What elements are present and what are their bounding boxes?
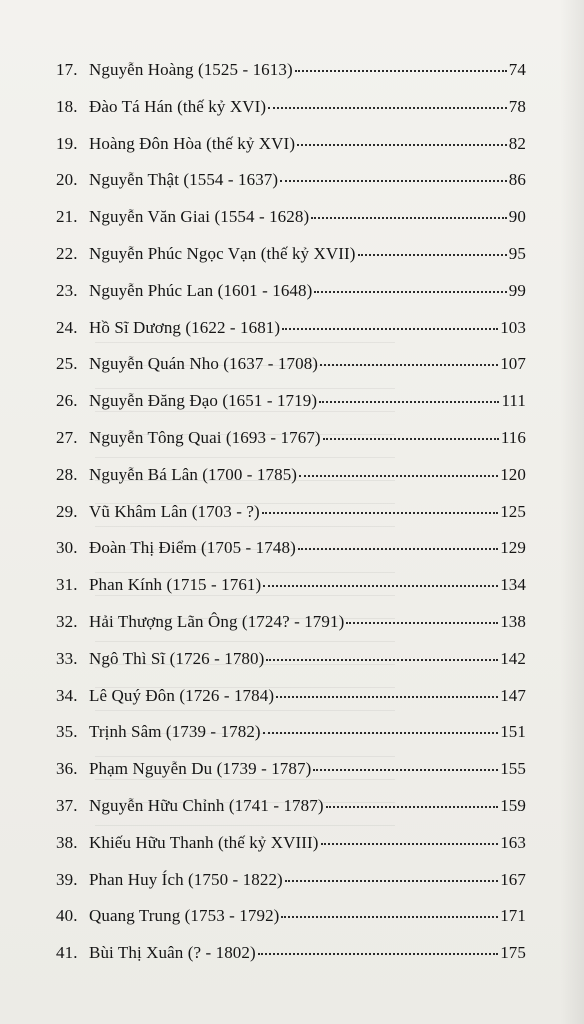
toc-entry-number: 27. xyxy=(56,427,78,447)
dot-leader xyxy=(314,291,506,293)
toc-entry-page: 90 xyxy=(508,207,526,227)
dot-leader xyxy=(263,585,498,587)
toc-entry-title: Nguyễn Thật (1554 - 1637) xyxy=(89,170,279,190)
toc-entry-number: 19. xyxy=(56,133,78,153)
dot-leader xyxy=(358,254,507,256)
toc-entry xyxy=(56,870,526,907)
toc-entry-number: 21. xyxy=(56,207,78,227)
toc-entry-page: 163 xyxy=(500,832,526,852)
toc-entry-page: 175 xyxy=(500,943,526,963)
dot-leader xyxy=(323,438,499,440)
toc-entry-page: 78 xyxy=(508,96,526,116)
toc-entry-title: Nguyễn Tông Quai (1693 - 1767) xyxy=(89,427,321,447)
toc-entry-number: 28. xyxy=(56,464,78,484)
toc-entry xyxy=(56,722,526,759)
toc-entry-number: 25. xyxy=(56,354,78,374)
toc-entry-number: 34. xyxy=(56,685,78,705)
toc-entry-title: Đoàn Thị Điểm (1705 - 1748) xyxy=(89,538,296,558)
toc-entry-number: 41. xyxy=(56,943,78,963)
toc-entry-number: 35. xyxy=(56,722,78,742)
toc-entry-page: 95 xyxy=(508,243,526,263)
toc-entry-page: 167 xyxy=(500,869,526,889)
page-edge-shadow xyxy=(560,0,584,1024)
toc-entry-title: Nguyễn Đăng Đạo (1651 - 1719) xyxy=(89,391,318,411)
toc-entry-title: Nguyễn Hữu Chỉnh (1741 - 1787) xyxy=(89,795,324,815)
toc-entry-number: 17. xyxy=(56,60,78,79)
toc-entry-page: 116 xyxy=(500,427,526,447)
toc-entry-page: 151 xyxy=(500,722,526,742)
toc-entry-page: 138 xyxy=(500,611,526,631)
dot-leader xyxy=(266,659,498,661)
toc-entry-number: 22. xyxy=(56,243,78,263)
toc-entry-title: Hồ Sĩ Dương (1622 - 1681) xyxy=(89,317,281,337)
toc-entry-title: Nguyễn Phúc Lan (1601 - 1648) xyxy=(89,280,313,300)
toc-entry xyxy=(56,60,526,97)
toc-entry-title: Nguyễn Hoàng (1525 - 1613) xyxy=(89,60,293,79)
toc-entry-title: Nguyễn Văn Giai (1554 - 1628) xyxy=(89,207,310,227)
toc-entry xyxy=(56,354,526,391)
toc-entry-title: Phạm Nguyễn Du (1739 - 1787) xyxy=(89,759,312,779)
toc-entry xyxy=(56,686,526,723)
toc-entry-page: 155 xyxy=(500,759,526,779)
dot-leader xyxy=(321,843,499,845)
toc-entry-title: Quang Trung (1753 - 1792) xyxy=(89,906,280,926)
dot-leader xyxy=(346,622,498,624)
dot-leader xyxy=(285,880,498,882)
toc-entry-number: 33. xyxy=(56,648,78,668)
toc-entry-title: Nguyễn Phúc Ngọc Vạn (thế kỷ XVII) xyxy=(89,243,356,263)
dot-leader xyxy=(280,180,507,182)
toc-entry-page: 159 xyxy=(500,795,526,815)
toc-entry-number: 32. xyxy=(56,611,78,631)
toc-entry-page: 142 xyxy=(500,648,526,668)
toc-entry-page: 82 xyxy=(508,133,526,153)
toc-entry-page: 171 xyxy=(500,906,526,926)
dot-leader xyxy=(263,732,499,734)
toc-entry-page: 107 xyxy=(500,354,526,374)
toc-entry xyxy=(56,391,526,428)
toc-entry-title: Nguyễn Quán Nho (1637 - 1708) xyxy=(89,354,319,374)
dot-leader xyxy=(320,364,498,366)
toc-entry-number: 18. xyxy=(56,96,78,116)
toc-entry-number: 37. xyxy=(56,795,78,815)
toc-entry-title: Lê Quý Đôn (1726 - 1784) xyxy=(89,685,275,705)
toc-entry-page: 99 xyxy=(508,280,526,300)
toc-entry xyxy=(56,428,526,465)
toc-entry-page: 111 xyxy=(501,391,526,411)
toc-entry-number: 23. xyxy=(56,280,78,300)
dot-leader xyxy=(313,769,498,771)
dot-leader xyxy=(268,107,507,109)
dot-leader xyxy=(258,953,498,955)
dot-leader xyxy=(276,696,498,698)
toc-entry-page: 147 xyxy=(500,685,526,705)
dot-leader xyxy=(295,70,507,72)
dot-leader xyxy=(262,512,498,514)
toc-entry xyxy=(56,833,526,870)
toc-entry-title: Khiếu Hữu Thanh (thế kỷ XVIII) xyxy=(89,832,319,852)
toc-entry-number: 39. xyxy=(56,869,78,889)
toc-entry-number: 30. xyxy=(56,538,78,558)
dot-leader xyxy=(281,916,498,918)
toc-entry xyxy=(56,207,526,244)
dot-leader xyxy=(298,548,498,550)
toc-entry xyxy=(56,465,526,502)
toc-entry xyxy=(56,906,526,943)
toc-entry-number: 31. xyxy=(56,575,78,595)
dot-leader xyxy=(299,475,498,477)
dot-leader xyxy=(326,806,499,808)
toc-entry-number: 38. xyxy=(56,832,78,852)
toc-entry xyxy=(56,97,526,134)
toc-entry-number: 36. xyxy=(56,759,78,779)
toc-entry-title: Phan Kính (1715 - 1761) xyxy=(89,575,262,595)
toc-entry xyxy=(56,318,526,355)
toc-entry-page: 120 xyxy=(500,464,526,484)
toc-entry-page: 129 xyxy=(500,538,526,558)
toc-entry-title: Phan Huy Ích (1750 - 1822) xyxy=(89,869,283,889)
toc-entry-page: 74 xyxy=(508,60,526,79)
dot-leader xyxy=(319,401,499,403)
toc-entry-number: 40. xyxy=(56,906,78,926)
dot-leader xyxy=(282,328,498,330)
toc-entry-number: 20. xyxy=(56,170,78,190)
toc-entry xyxy=(56,943,526,980)
toc-entry xyxy=(56,796,526,833)
toc-entry xyxy=(56,575,526,612)
toc-entry-page: 125 xyxy=(500,501,526,521)
toc-entry-title: Hoàng Đôn Hòa (thế kỷ XVI) xyxy=(89,133,296,153)
toc-entry-number: 24. xyxy=(56,317,78,337)
table-of-contents xyxy=(56,60,526,980)
toc-entry-title: Nguyễn Bá Lân (1700 - 1785) xyxy=(89,464,298,484)
toc-entry xyxy=(56,281,526,318)
toc-entry xyxy=(56,612,526,649)
toc-entry-title: Vũ Khâm Lân (1703 - ?) xyxy=(89,501,260,521)
toc-entry xyxy=(56,649,526,686)
toc-entry-title: Đào Tá Hán (thế kỷ XVI) xyxy=(89,96,267,116)
toc-entry-number: 26. xyxy=(56,391,78,411)
dot-leader xyxy=(297,144,507,146)
toc-entry-page: 134 xyxy=(500,575,526,595)
toc-entry xyxy=(56,244,526,281)
toc-entry xyxy=(56,502,526,539)
toc-entry xyxy=(56,538,526,575)
toc-entry xyxy=(56,134,526,171)
toc-entry-title: Bùi Thị Xuân (? - 1802) xyxy=(89,943,256,963)
toc-entry-number: 29. xyxy=(56,501,78,521)
toc-entry xyxy=(56,170,526,207)
toc-entry-title: Ngô Thì Sĩ (1726 - 1780) xyxy=(89,648,265,668)
toc-entry-page: 86 xyxy=(508,170,526,190)
dot-leader xyxy=(311,217,507,219)
toc-entry xyxy=(56,759,526,796)
toc-entry-title: Hải Thượng Lãn Ông (1724? - 1791) xyxy=(89,611,345,631)
toc-entry-title: Trịnh Sâm (1739 - 1782) xyxy=(89,722,261,742)
toc-entry-page: 103 xyxy=(500,317,526,337)
